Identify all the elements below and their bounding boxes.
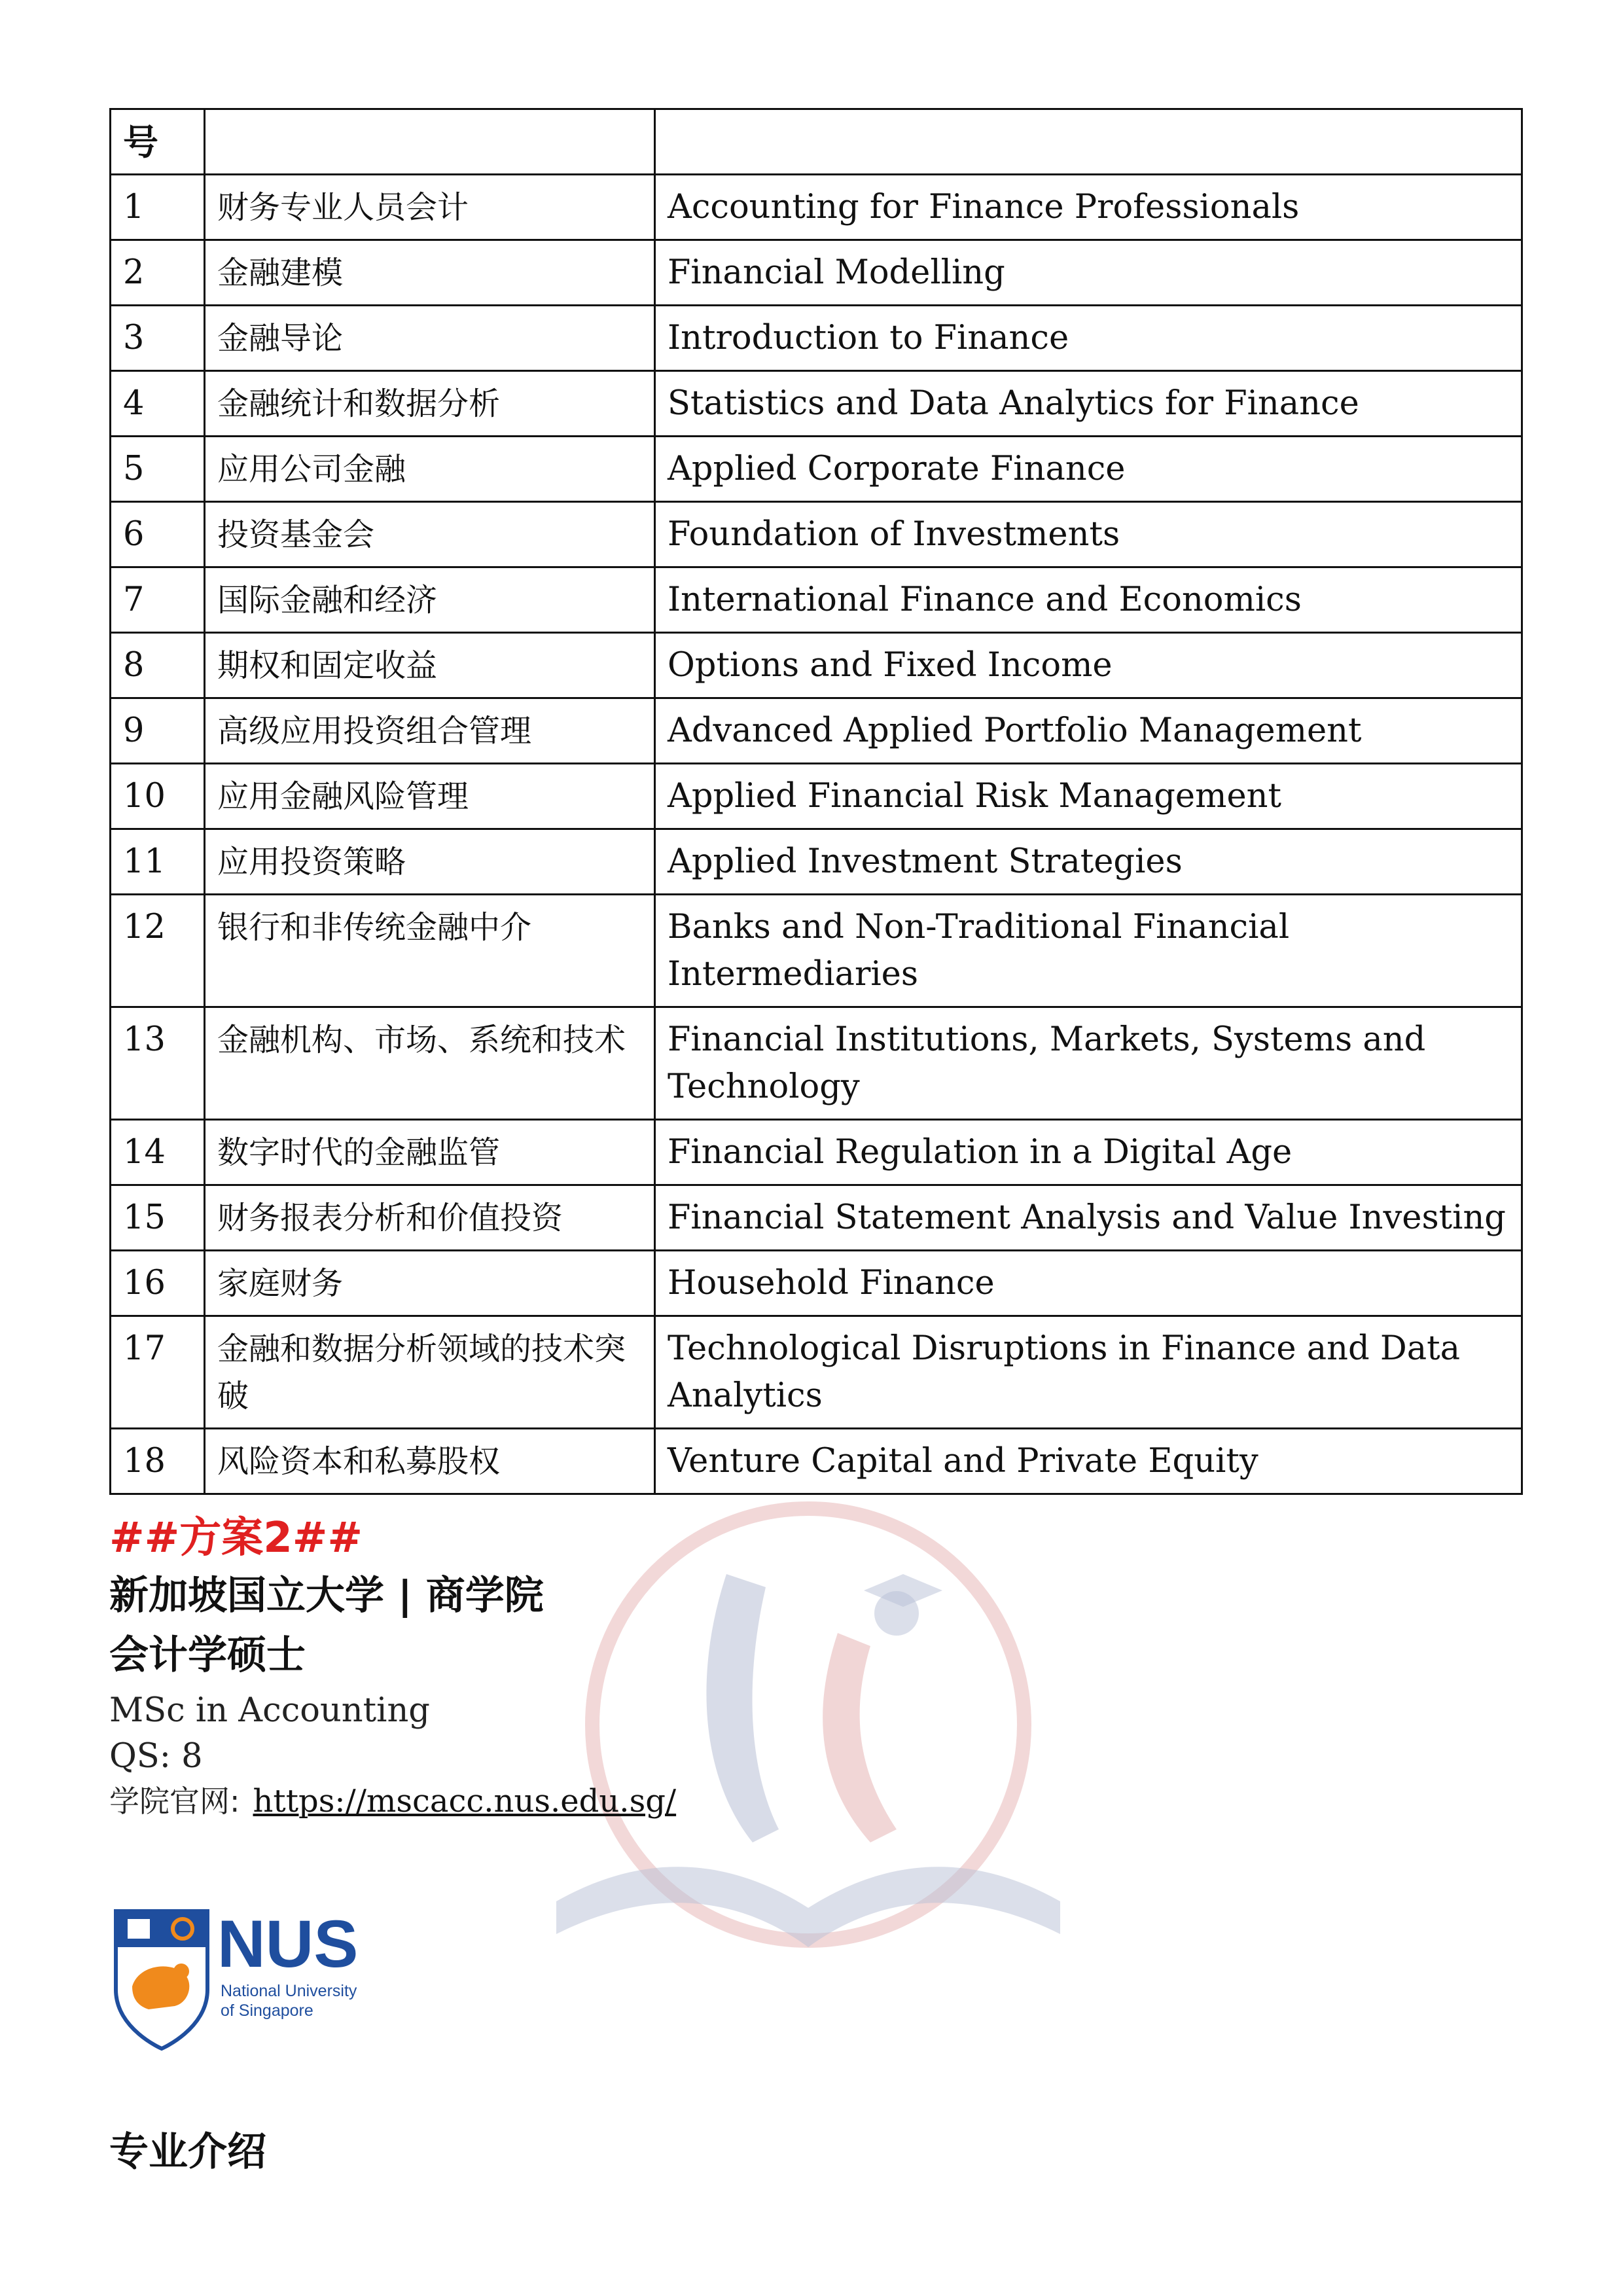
row-english-cell: Financial Regulation in a Digital Age [655, 1120, 1522, 1185]
row-number-cell: 16 [111, 1251, 205, 1316]
row-number-cell: 3 [111, 306, 205, 371]
row-number-cell: 1 [111, 175, 205, 240]
website-label: 学院官网: [109, 1784, 240, 1819]
row-number-cell: 4 [111, 371, 205, 437]
row-english-cell: Options and Fixed Income [655, 633, 1522, 698]
row-chinese-cell: 财务专业人员会计 [205, 175, 655, 240]
section-heading: 专业介绍 [109, 2129, 266, 2175]
row-chinese-cell: 高级应用投资组合管理 [205, 698, 655, 764]
row-english-cell: Applied Investment Strategies [655, 829, 1522, 895]
row-chinese-cell: 金融和数据分析领域的技术突破 [205, 1316, 655, 1429]
table-row [111, 1185, 1522, 1251]
row-english-cell: Statistics and Data Analytics for Finance [655, 371, 1522, 437]
qs-ranking: QS: 8 [109, 1737, 203, 1776]
row-english-cell: Applied Corporate Finance [655, 437, 1522, 502]
row-number-cell: 18 [111, 1429, 205, 1494]
row-chinese-cell: 期权和固定收益 [205, 633, 655, 698]
row-chinese-cell: 金融机构、市场、系统和技术 [205, 1007, 655, 1120]
table-row [111, 306, 1522, 371]
row-english-cell: Technological Disruptions in Finance and Data Analytics [655, 1316, 1522, 1429]
nus-wordmark: NUS [217, 1907, 359, 1981]
row-english-cell: Foundation of Investments [655, 502, 1522, 567]
row-number-cell: 9 [111, 698, 205, 764]
row-english-cell: Venture Capital and Private Equity [655, 1429, 1522, 1494]
row-chinese-cell: 金融建模 [205, 240, 655, 306]
row-english-cell: Advanced Applied Portfolio Management [655, 698, 1522, 764]
school-name: 新加坡国立大学 | 商学院 [109, 1573, 544, 1619]
course-table [109, 108, 1523, 1495]
row-chinese-cell: 数字时代的金融监管 [205, 1120, 655, 1185]
watermark-logo-icon [530, 1476, 1086, 2032]
row-number-cell: 6 [111, 502, 205, 567]
row-english-cell: International Finance and Economics [655, 567, 1522, 633]
header-chinese-cell [205, 109, 655, 175]
row-chinese-cell: 应用金融风险管理 [205, 764, 655, 829]
row-number-cell: 13 [111, 1007, 205, 1120]
website-link[interactable]: https://mscacc.nus.edu.sg/ [253, 1783, 677, 1820]
table-row [111, 371, 1522, 437]
row-english-cell: Financial Institutions, Markets, Systems and Technology [655, 1007, 1522, 1120]
row-english-cell: Banks and Non-Traditional Financial Intermediaries [655, 895, 1522, 1007]
header-english-cell [655, 109, 1522, 175]
row-english-cell: Household Finance [655, 1251, 1522, 1316]
row-chinese-cell: 风险资本和私募股权 [205, 1429, 655, 1494]
website-line [109, 1778, 676, 1825]
row-chinese-cell: 金融统计和数据分析 [205, 371, 655, 437]
row-english-cell: Accounting for Finance Professionals [655, 175, 1522, 240]
table-row [111, 175, 1522, 240]
row-english-cell: Applied Financial Risk Management [655, 764, 1522, 829]
degree-chinese: 会计学硕士 [109, 1632, 306, 1678]
row-number-cell: 11 [111, 829, 205, 895]
row-chinese-cell: 银行和非传统金融中介 [205, 895, 655, 1007]
row-chinese-cell: 应用公司金融 [205, 437, 655, 502]
table-row [111, 895, 1522, 1007]
row-chinese-cell: 财务报表分析和价值投资 [205, 1185, 655, 1251]
table-row [111, 567, 1522, 633]
table-row [111, 1251, 1522, 1316]
table-row [111, 502, 1522, 567]
nus-logo-icon [109, 1872, 391, 2062]
table-row [111, 1007, 1522, 1120]
table-row [111, 437, 1522, 502]
table-header-row [111, 109, 1522, 175]
row-number-cell: 14 [111, 1120, 205, 1185]
row-chinese-cell: 家庭财务 [205, 1251, 655, 1316]
row-number-cell: 15 [111, 1185, 205, 1251]
table-row [111, 1316, 1522, 1429]
plan-title: ##方案2## [109, 1514, 363, 1562]
row-chinese-cell: 金融导论 [205, 306, 655, 371]
header-number-cell: 号 [111, 109, 205, 175]
row-number-cell: 17 [111, 1316, 205, 1429]
row-number-cell: 7 [111, 567, 205, 633]
table-row [111, 240, 1522, 306]
nus-subtitle-line2: of Singapore [221, 2001, 313, 2020]
table-row [111, 829, 1522, 895]
row-number-cell: 2 [111, 240, 205, 306]
row-english-cell: Financial Statement Analysis and Value Investing [655, 1185, 1522, 1251]
nus-subtitle-line1: National University [221, 1982, 357, 2000]
row-english-cell: Introduction to Finance [655, 306, 1522, 371]
row-chinese-cell: 应用投资策略 [205, 829, 655, 895]
row-number-cell: 5 [111, 437, 205, 502]
row-number-cell: 10 [111, 764, 205, 829]
degree-english: MSc in Accounting [109, 1691, 430, 1730]
row-number-cell: 12 [111, 895, 205, 1007]
row-chinese-cell: 投资基金会 [205, 502, 655, 567]
table-row [111, 698, 1522, 764]
table-row [111, 1120, 1522, 1185]
row-english-cell: Financial Modelling [655, 240, 1522, 306]
row-chinese-cell: 国际金融和经济 [205, 567, 655, 633]
row-number-cell: 8 [111, 633, 205, 698]
table-row [111, 633, 1522, 698]
table-row [111, 764, 1522, 829]
